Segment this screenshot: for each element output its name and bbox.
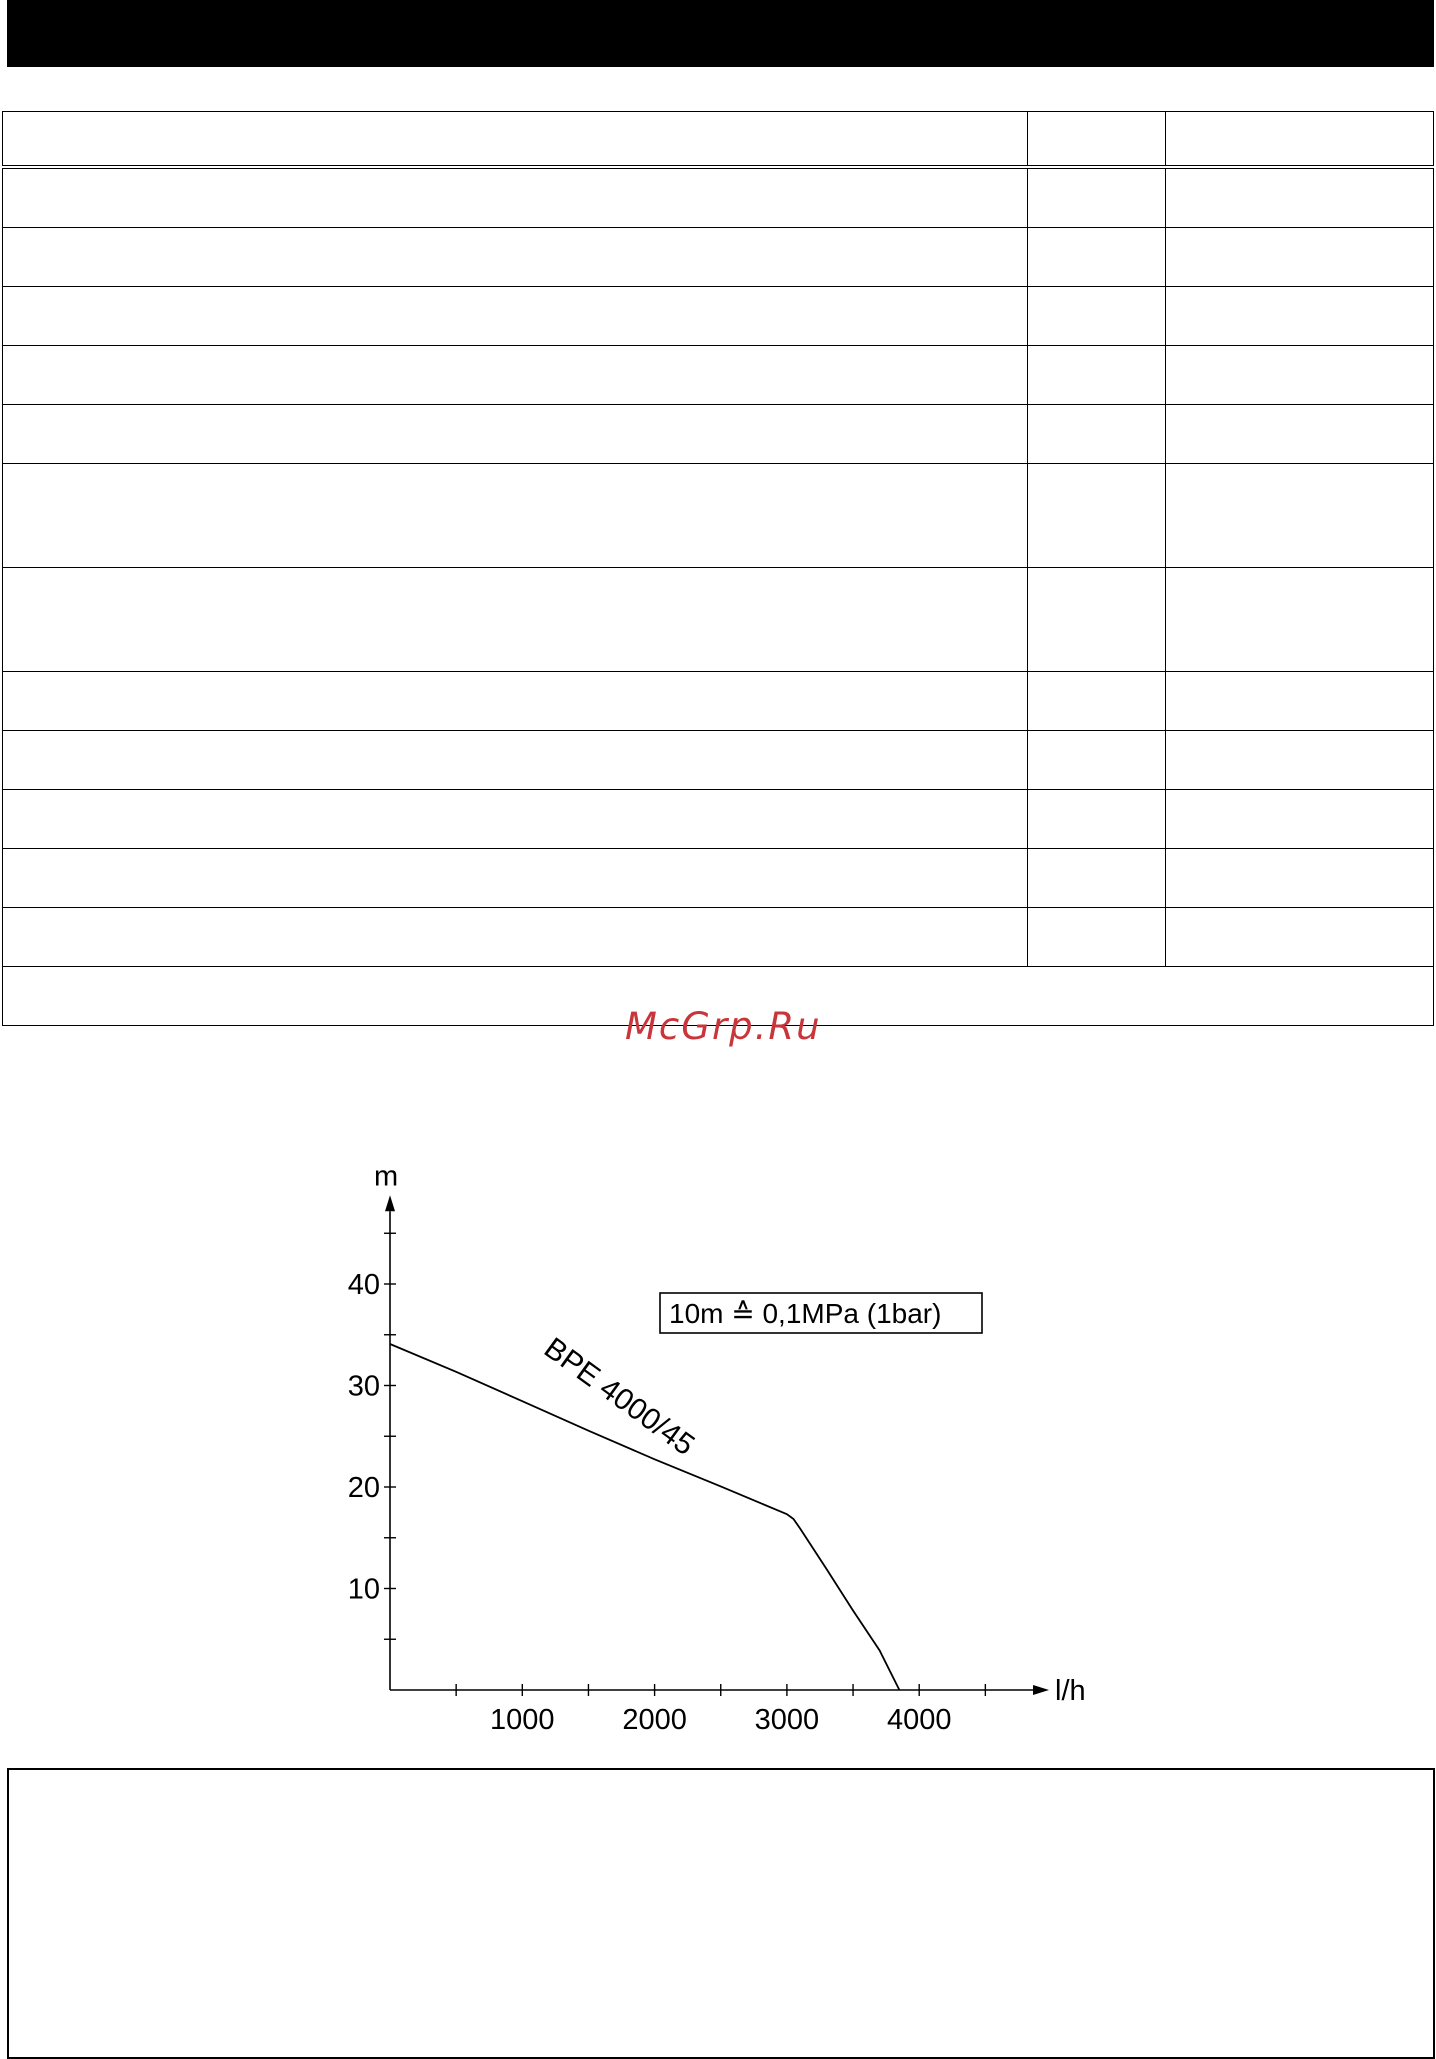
y-tick-label: 10 bbox=[347, 1573, 380, 1606]
y-axis-label: m bbox=[374, 1160, 399, 1193]
y-axis-arrow bbox=[385, 1195, 395, 1211]
annotation-text: 10m ≙ 0,1MPa (1bar) bbox=[669, 1298, 942, 1329]
x-tick-label: 4000 bbox=[886, 1704, 952, 1736]
notes-box bbox=[7, 1768, 1435, 2059]
x-axis-arrow bbox=[1033, 1685, 1049, 1695]
y-tick-label: 30 bbox=[347, 1370, 380, 1403]
y-tick-label: 40 bbox=[347, 1269, 380, 1301]
x-tick-label: 2000 bbox=[622, 1704, 687, 1736]
series-label: BPE 4000/45 bbox=[538, 1331, 701, 1463]
x-tick-label: 1000 bbox=[490, 1704, 555, 1736]
x-axis-label: l/h bbox=[1055, 1675, 1086, 1707]
x-tick-label: 3000 bbox=[754, 1704, 820, 1736]
watermark: McGrp.Ru bbox=[625, 1005, 822, 1048]
y-tick-label: 20 bbox=[347, 1472, 380, 1504]
